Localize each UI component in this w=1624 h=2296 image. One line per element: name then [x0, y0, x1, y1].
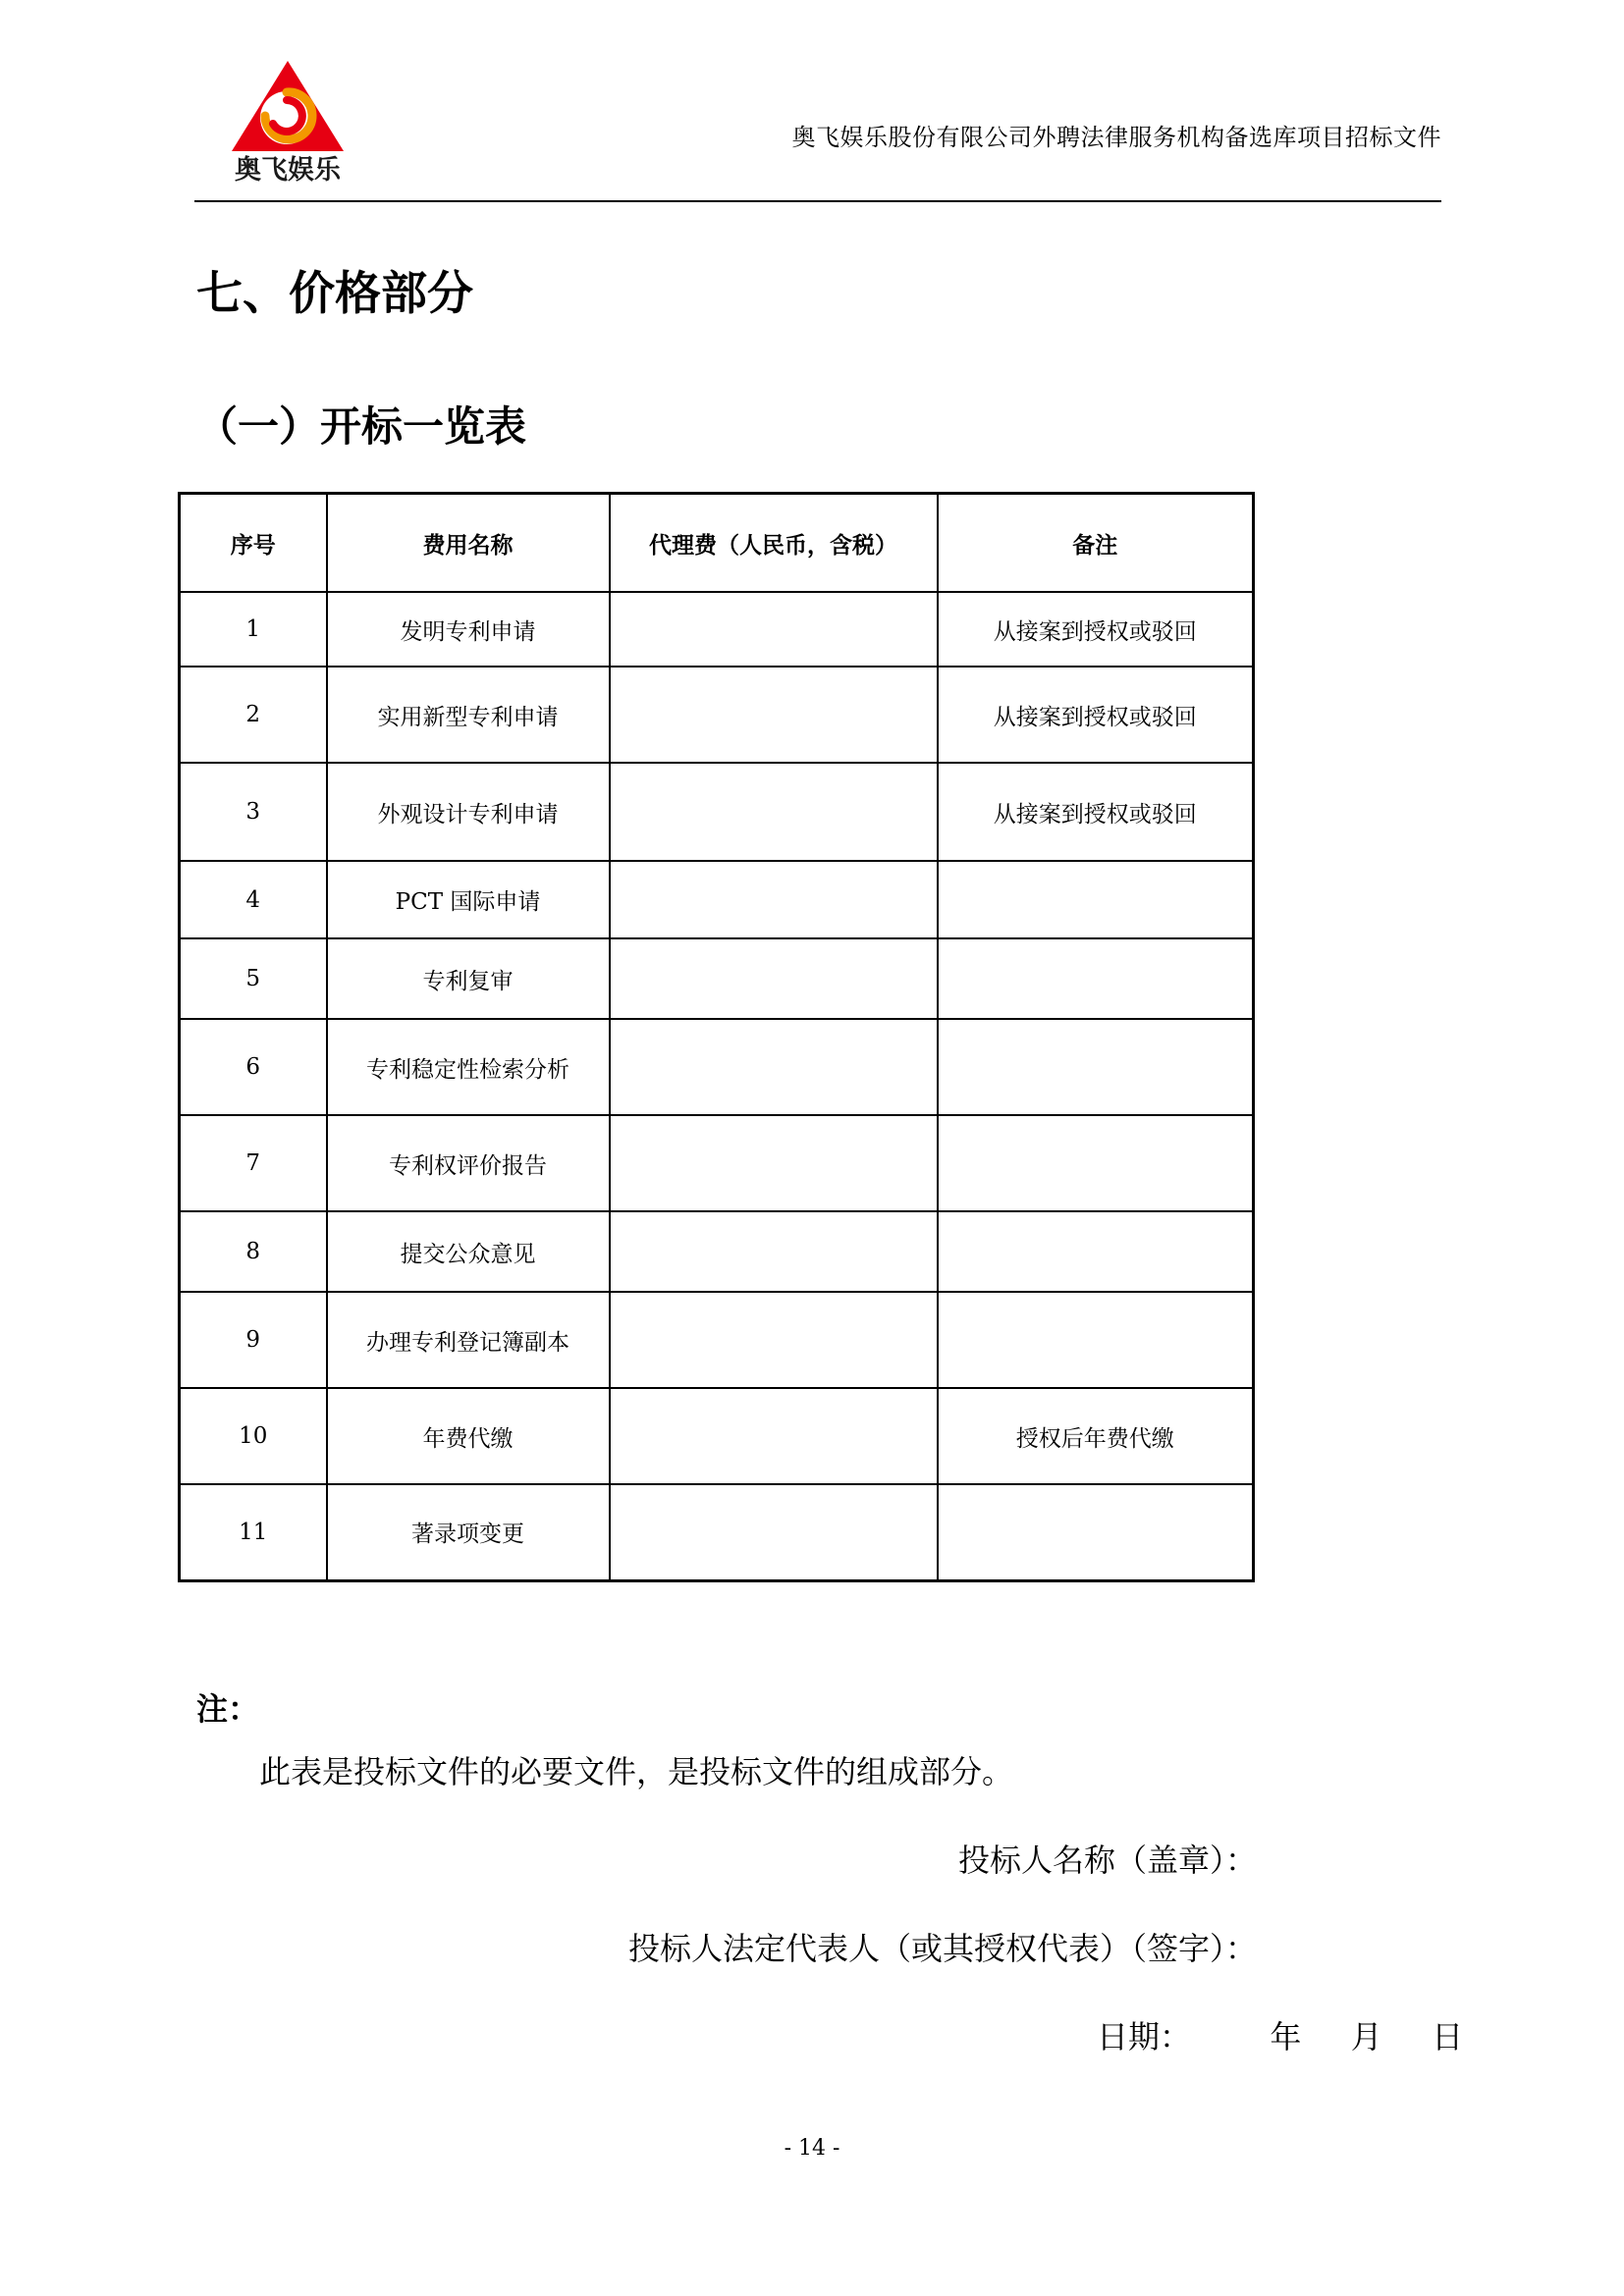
date-label: 日期： — [1097, 2018, 1192, 2056]
date-year: 年 — [1270, 2018, 1302, 2056]
page-number: - 14 - — [784, 2136, 840, 2161]
cell-fee[interactable] — [610, 938, 938, 1019]
subsection-title: （一）开标一览表 — [196, 402, 527, 451]
table-row — [180, 667, 1254, 763]
table-row — [180, 861, 1254, 938]
col-header-no: 序号 — [180, 494, 327, 593]
table-row — [180, 1484, 1254, 1580]
cell-name: 著录项变更 — [327, 1484, 610, 1580]
cell-remark — [938, 938, 1254, 1019]
cell-name: 专利复审 — [327, 938, 610, 1019]
cell-remark — [938, 1019, 1254, 1115]
cell-remark — [938, 1211, 1254, 1292]
cell-remark: 授权后年费代缴 — [938, 1388, 1254, 1484]
cell-remark: 从接案到授权或驳回 — [938, 763, 1254, 861]
cell-fee[interactable] — [610, 1019, 938, 1115]
table-row — [180, 1115, 1254, 1211]
cell-fee[interactable] — [610, 763, 938, 861]
table-row — [180, 763, 1254, 861]
table-row — [180, 1211, 1254, 1292]
cell-no: 3 — [180, 763, 327, 861]
date-line — [1097, 2012, 1463, 2057]
cell-name: 外观设计专利申请 — [327, 763, 610, 861]
table-header-row — [180, 494, 1254, 593]
table-row — [180, 1388, 1254, 1484]
cell-fee[interactable] — [610, 1211, 938, 1292]
note-label: 注： — [196, 1690, 260, 1728]
section-title: 七、价格部分 — [196, 267, 473, 321]
cell-name: 办理专利登记簿副本 — [327, 1292, 610, 1388]
date-day: 日 — [1432, 2018, 1464, 2056]
legal-representative-signature-line: 投标人法定代表人（或其授权代表）（签字）： — [627, 1930, 1257, 1967]
cell-name: PCT 国际申请 — [327, 861, 610, 938]
cell-name: 实用新型专利申请 — [327, 667, 610, 763]
cell-remark: 从接案到授权或驳回 — [938, 592, 1254, 667]
cell-no: 10 — [180, 1388, 327, 1484]
cell-name: 发明专利申请 — [327, 592, 610, 667]
note-text: 此表是投标文件的必要文件，是投标文件的组成部分。 — [259, 1753, 1014, 1790]
cell-fee[interactable] — [610, 1115, 938, 1211]
cell-no: 2 — [180, 667, 327, 763]
table-row — [180, 1019, 1254, 1115]
cell-name: 专利稳定性检索分析 — [327, 1019, 610, 1115]
header-divider — [194, 200, 1441, 202]
table-row — [180, 938, 1254, 1019]
cell-remark — [938, 1292, 1254, 1388]
company-logo — [218, 57, 357, 187]
cell-remark — [938, 861, 1254, 938]
header-title: 奥飞娱乐股份有限公司外聘法律服务机构备选库项目招标文件 — [791, 124, 1441, 151]
cell-no: 4 — [180, 861, 327, 938]
date-month: 月 — [1350, 2018, 1382, 2056]
table-row — [180, 592, 1254, 667]
bidder-name-seal-line: 投标人名称（盖章）： — [957, 1842, 1257, 1879]
cell-no: 1 — [180, 592, 327, 667]
cell-name: 年费代缴 — [327, 1388, 610, 1484]
cell-remark — [938, 1115, 1254, 1211]
cell-name: 提交公众意见 — [327, 1211, 610, 1292]
cell-no: 6 — [180, 1019, 327, 1115]
cell-fee[interactable] — [610, 1388, 938, 1484]
cell-name: 专利权评价报告 — [327, 1115, 610, 1211]
cell-fee[interactable] — [610, 1484, 938, 1580]
cell-fee[interactable] — [610, 667, 938, 763]
bid-opening-table — [178, 492, 1255, 1582]
cell-remark — [938, 1484, 1254, 1580]
cell-no: 8 — [180, 1211, 327, 1292]
logo-text: 奥飞娱乐 — [235, 155, 341, 186]
cell-remark: 从接案到授权或驳回 — [938, 667, 1254, 763]
table-row — [180, 1292, 1254, 1388]
cell-fee[interactable] — [610, 861, 938, 938]
cell-no: 9 — [180, 1292, 327, 1388]
col-header-remark: 备注 — [938, 494, 1254, 593]
cell-no: 7 — [180, 1115, 327, 1211]
cell-no: 11 — [180, 1484, 327, 1580]
col-header-name: 费用名称 — [327, 494, 610, 593]
cell-no: 5 — [180, 938, 327, 1019]
cell-fee[interactable] — [610, 1292, 938, 1388]
col-header-fee: 代理费（人民币，含税） — [610, 494, 938, 593]
cell-fee[interactable] — [610, 592, 938, 667]
